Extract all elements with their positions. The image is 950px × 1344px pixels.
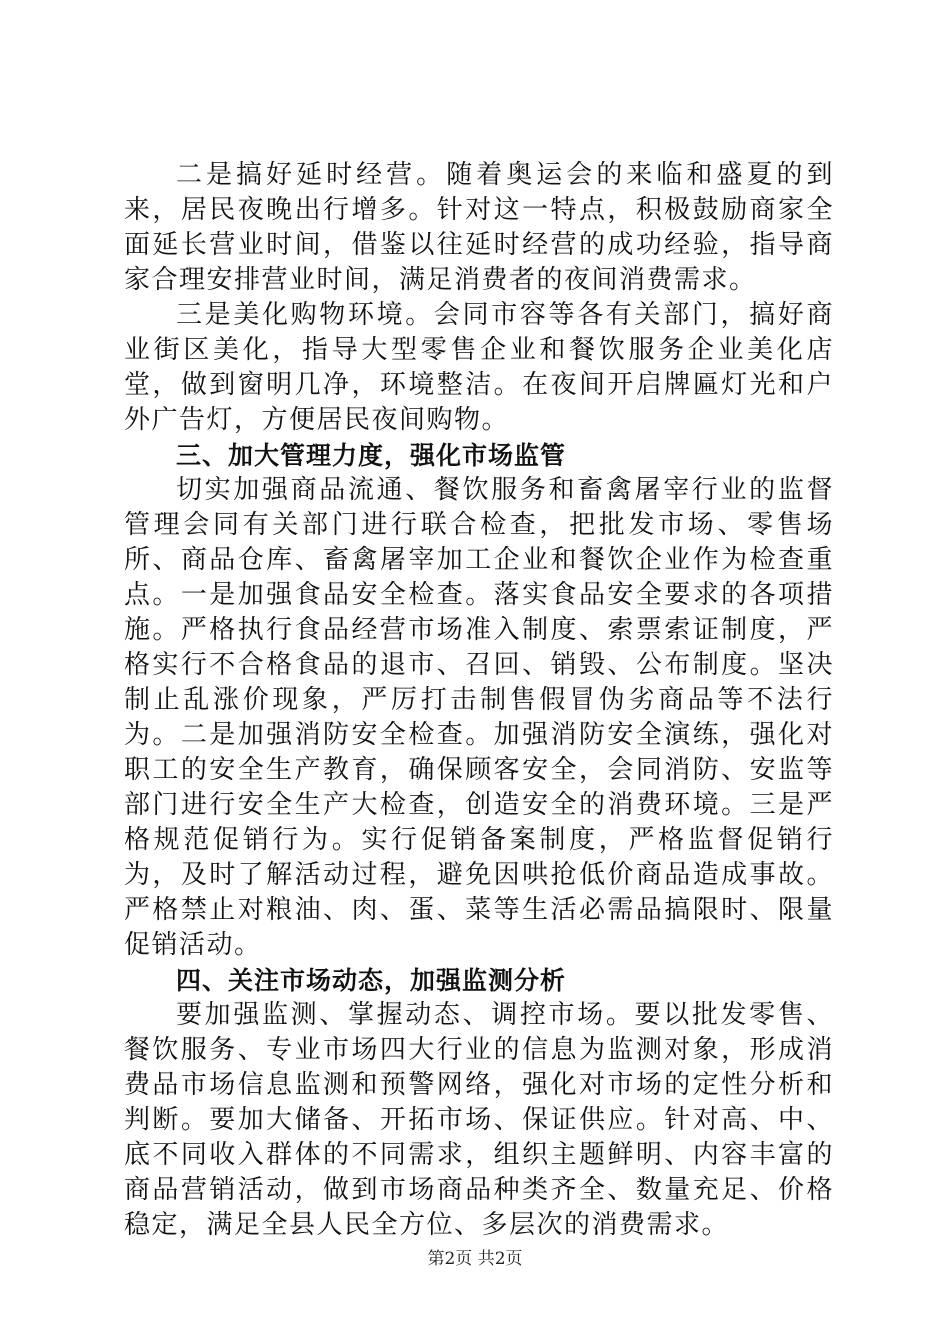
page-footer: 第2页 共2页 [427, 1249, 523, 1269]
paragraph-shopping-environment: 三是美化购物环境。会同市容等各有关部门，搞好商业街区美化，指导大型零售企业和餐饮服务企业美化店堂，做到窗明几净，环境整洁。在夜间开启牌匾灯光和户外广告灯，方便居民夜间购物。 [124, 300, 834, 435]
paragraph-extended-hours: 二是搞好延时经营。随着奥运会的来临和盛夏的到来，居民夜晚出行增多。针对这一特点，积极鼓励商家全面延长营业时间，借鉴以往延时经营的成功经验，指导商家合理安排营业时间，满足消费者的夜间消费需求。 [124, 160, 834, 295]
paragraph-market-supervision: 切实加强商品流通、餐饮服务和畜禽屠宰行业的监督管理会同有关部门进行联合检查，把批发市场、零售场所、商品仓库、畜禽屠宰加工企业和餐饮企业作为检查重点。一是加强食品安全检查。落实食品安全要求的各项措施。严格执行食品经营市场准入制度、索票索证制度，严格实行不合格食品的退市、召回、销毁、公布制度。坚决制止乱涨价现象，严厉打击制售假冒伪劣商品等不法行为。二是加强消防安全检查。加强消防安全演练，强化对职工的安全生产教育，确保顾客安全，会同消防、安监等部门进行安全生产大检查，创造安全的消费环境。三是严格规范促销行为。实行促销备案制度，严格监督促销行为，及时了解活动过程，避免因哄抢低价商品造成事故。严格禁止对粮油、肉、蛋、菜等生活必需品搞限时、限量促销活动。 [124, 475, 834, 960]
document-body [124, 158, 834, 1243]
section-heading-4: 四、关注市场动态，加强监测分析 [176, 966, 567, 995]
section-heading-3: 三、加大管理力度，强化市场监管 [176, 441, 567, 470]
paragraph-market-monitoring: 要加强监测、掌握动态、调控市场。要以批发零售、餐饮服务、专业市场四大行业的信息为监测对象，形成消费品市场信息监测和预警网络，强化对市场的定性分析和判断。要加大储备、开拓市场、保证供应。针对高、中、底不同收入群体的不同需求，组织主题鲜明、内容丰富的商品营销活动，做到市场商品种类齐全、数量充足、价格稳定，满足全县人民全方位、多层次的消费需求。 [124, 1000, 834, 1240]
